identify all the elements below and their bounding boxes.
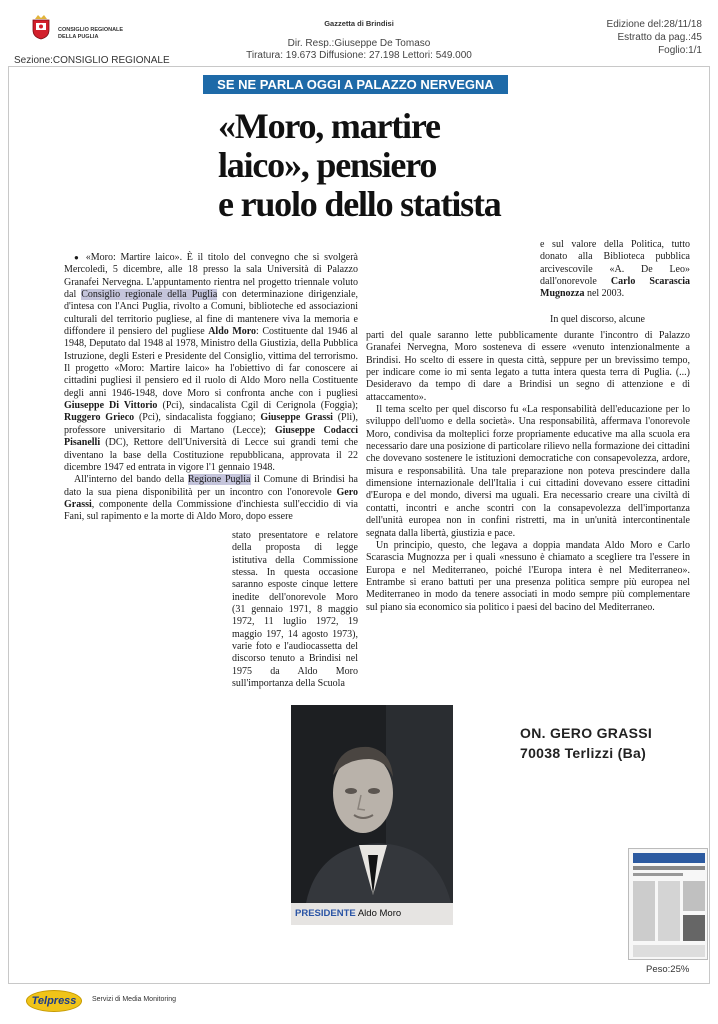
article-column-3b [540,314,690,326]
portrait-image-icon [291,705,453,903]
article-column-1-continued [232,530,358,690]
article-column-3 [540,239,690,301]
director-line: Dir. Resp.:Giuseppe De Tomaso [287,38,431,49]
paragraph: Un principio, questo, che legava a doppia mandata Aldo Moro e Carlo Scarascia Mugnozza per i quali «nessuno è chiamato a scegliere tra l'essere in Europa e nel Mediterraneo, poiché l'Europa intera è nel Mediterraneo». Entrambe si erano battuti per una presenza politica sempre più europea nel Mediterraneo in modo da tenere associati in modo sempre più complementare sul piano sia economico sia politico i paesi del bacino del Mediterraneo. [366,539,690,613]
paragraph: In quel discorso, alcune [550,314,645,325]
page-thumbnail-icon [629,849,708,960]
page-thumbnail [628,848,708,960]
edition-meta [607,18,702,57]
paragraph: parti del quale saranno lette pubblicamente durante l'incontro di Palazzo Granafei Nervegna, Moro sosteneva di essere «venuto intenzionalmente a Brindisi. Ho scelto di essere in questa città, seppure per un brevissimo tempo, per indicare come io mi senta legato a tutta intera questa terra di Puglia. (...) Desideravo da tempo di dare a Brindisi un segno di attenzione e di attaccamento». [366,330,690,403]
headline [218,107,538,224]
bullet-icon: ● [74,253,82,262]
newspaper-name: Gazzetta di Brindisi [324,19,394,28]
weight-label: Peso:25% [646,964,690,975]
article-column-1 [64,252,358,524]
paragraph: Il tema scelto per quel discorso fu «La responsabilità dell'educazione per lo sviluppo dell'uomo e della società». Una responsabilità, affermava l'onorevole Moro, condivisa da molteplici forze propriamente educative ma alla scuola era necessario dare una posizione di particolare rilievo nella formazione dei cittadini che dovevano sostenere le istituzioni democratiche con consapevolezza, ardore, misura e responsabilità. Una tale preparazione non poteva prescindere dalla dimensione internazionale dell'Italia i cui cittadini dovevano essere cittadini d'Europa e del mondo, diversi ma uguali. Era necessario creare una civiltà di contatti, incontri e anche scontri con la consapevolezza dell'importanza dell'unità europea non in confini ristretti, ma in un'unità intercontinentale segnata dalla libertà, giustizia e pace. [366,404,690,539]
headline-line: laico», pensiero [218,145,437,185]
kicker-banner: SE NE PARLA OGGI A PALAZZO NERVEGNA [203,75,508,94]
paragraph: ● «Moro: Martire laico». È il titolo del convegno che si svolgerà Mercoledì, 5 dicembre, alle 18 presso la sala Università di Palazzo Granafei Nervegna. L'appuntamento rientra nel progetto triennale voluto dal Consiglio regionale della Puglia con determinazione dirigenziale, d'intesa con l'Anci Puglia, rivolto a Comuni, biblioteche ed associazioni culturali del territorio pugliese, al fine di mantenere viva la memoria e diffondere il pensiero del pugliese Aldo Moro: Costituente dal 1946 al 1948, Deputato dal 1948 al 1978, Ministro della Giustizia, della Pubblica Istruzione, degli Esteri e Presidente del Consiglio, vittima del terrorismo. Il progetto «Moro: Martire laico» ha l'obiettivo di far conoscere ai cittadini pugliesi il pensiero ed il ruolo di Aldo Moro nella Costituente degli anni 1946-1948, dove Moro si confronta anche con i pugliesi Giuseppe Di Vittorio (Pci), sindacalista Cgil di Cerignola (Foggia); Ruggero Grieco (Pci), sindacalista foggiano; Giuseppe Grassi (Pli), professore universitario di Martano (Lecce); Giuseppe Codacci Pisanelli (DC), Rettore dell'Università di Lecce sui grandi temi che diventano la base della Costituzione repubblicana, approvata il 22 dicembre 1947 ed entrata in vigore l'1 gennaio 1948. [64,252,359,473]
page-extract: Estratto da pag.:45 [617,32,702,43]
circulation-line: Tiratura: 19.673 Diffusione: 27.198 Lettori: 549.000 [246,50,472,61]
clipping-header [0,0,718,70]
paragraph: All'interno del bando della Regione Puglia il Comune di Brindisi ha dato la sua piena disponibilità per un incontro con l'onorevole Gero Grassi, componente della Commissione d'inchiesta sull'eccidio di via Fani, sul rapimento e la morte di Aldo Moro, dopo essere [64,474,358,523]
photo-caption: PRESIDENTE Aldo Moro [291,903,453,925]
footer-service: Servizi di Media Monitoring [92,996,177,1003]
section-label: Sezione:CONSIGLIO REGIONALE [14,55,170,66]
paragraph: stato presentatore e relatore della proposta di legge istitutiva della Commissione stessa. In questa occasione saranno esposte cinque lettere inedite dell'onorevole Moro (31 gennaio 1971, 8 maggio 1972, 11 luglio 1972, 19 maggio 197, 14 agosto 1973), varie foto e l'audiocassetta del discorso tenuto a Brindisi nel 1975 da Aldo Moro sull'importanza della Scuola [232,530,358,690]
headline-line: «Moro, martire [218,106,440,146]
recipient-stamp: ON. GERO GRASSI 70038 Terlizzi (Ba) [520,725,653,761]
portrait-photo [291,705,453,925]
headline-line: e ruolo dello statista [218,184,501,224]
article-column-2 [366,330,690,614]
paragraph: e sul valore della Politica, tutto donato alla Biblioteca pubblica arcivescovile «A. De Leo» dall'onorevole Carlo Scarascia Mugnozza nel 2003. [540,239,690,300]
sheet-number: Foglio:1/1 [658,45,702,56]
telpress-logo: Telpress [26,990,82,1012]
highlight: Consiglio regionale della Puglia [81,289,218,301]
logo-text: CONSIGLIO REGIONALE DELLA PUGLIA [58,27,124,40]
highlight: Regione Puglia [187,474,251,486]
edition-date: Edizione del:28/11/18 [606,19,702,30]
